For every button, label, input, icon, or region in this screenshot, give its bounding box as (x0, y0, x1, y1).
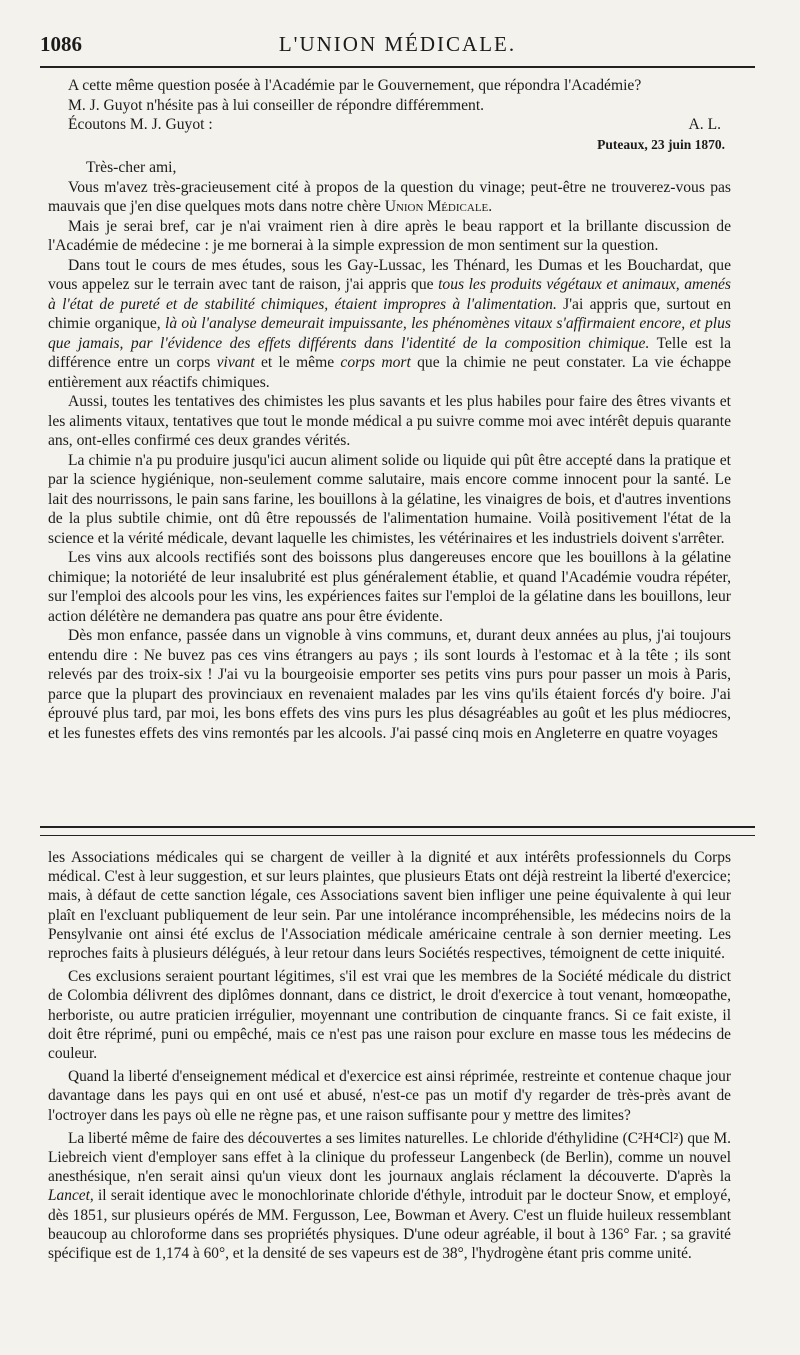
journal-title: L'UNION MÉDICALE. (278, 32, 517, 56)
paragraph-text: , il serait identique avec le monochlorinate chloride d'éthyle, introduit par le docteur Snow, et employé, dès 1851, sur plusieurs opérés de MM. Fergusson, Lee, Bowman et Avery. C'est un fluide huileux ressemblant beaucoup au chloroforme dans ses propriétés physiques. D'une odeur agréable, il bout à 136° Far. ; sa gravité spécifique est de 1,174 à 60°, et la densité de ses vapeurs est de 38°, l'hydrogène étant pris comme unité. (48, 1187, 731, 1263)
feuilleton-paragraph: les Associations médicales qui se chargent de veiller à la dignité et aux intérêts professionnels du Corps médical. C'est à leur suggestion, et sur leurs plaintes, que plusieurs Etats ont déjà restreint la liberté d'exercice; mais, à défaut de cette sanction légale, ces Associations savent bien infliger une peine équivalente à qui leur plaît en l'excluant publiquement de leur sein. Par une intolérance incompréhensible, les médecins noirs de la Pensylvanie ont ainsi été exclus de l'Association médicale américaine centrale à son dernier meeting. Les reproches faits à plusieurs délégués, à leur retour dans leurs Sociétés respectives, témoignent de cette iniquité. (48, 849, 731, 963)
letter-paragraph (48, 256, 731, 393)
letter-paragraph (48, 178, 731, 217)
header-rule (40, 66, 755, 68)
page-header (40, 28, 755, 68)
paragraph-text: et le même (254, 354, 341, 371)
paragraph-text: La liberté même de faire des découvertes a ses limites naturelles. Le chloride d'éthylidine (C²H⁴Cl²) que M. Liebreich vient d'employer sans effet à la clinique du professeur Langenbeck (de Berlin), comme un nouvel anesthésique, n'en serait ainsi qu'un vieux dont les journaux anglais réclament la découverte. D'après la (48, 1129, 731, 1186)
feuilleton-column (48, 848, 731, 1267)
feuilleton-paragraph: Ces exclusions seraient pourtant légitimes, s'il est vrai que les membres de la Société médicale du district de Colombia délivrent des diplômes donnant, dans ce district, le droit d'exercice à tout venant, homœopathe, herboriste, ou autre praticien irrégulier, moyennant une contribution de cinquante francs. Si ce fait existe, il doit être réprimé, puni ou empêché, mais ce n'est pas une raison pour exclure en masse tous les médecins de couleur. (48, 968, 731, 1063)
paragraph-text: que la chimie ne peut constater. La vie échappe entièrement aux réactifs chimiques. (48, 354, 732, 391)
paragraph-text: J'ai appris que, surtout en chimie organique, (48, 295, 731, 332)
letter-paragraph: Dès mon enfance, passée dans un vignoble à vins communs, et, durant deux années au plus, j'ai toujours entendu dire : Ne buvez pas ces vins étrangers au pays ; ils sont lourds à l'estomac et à la tête ; ils sont relevés par des troix-six ! J'ai vu la bourgeoisie emporter ses petits vins purs pour passer un mois à Paris, parce que la plupart des provinciaux en revenaient malades par les vins qu'ils étaient forcés d'y boire. J'ai éprouvé plus tard, par moi, les bons effets des vins purs les plus désagréables au goût et les plus médiocres, et les funestes effets des vins remontés par les alcools. J'ai passé cinq mois en Angleterre en quatre voyages (48, 627, 731, 742)
paragraph-text: Vous m'avez très-gracieusement cité à propos de la question du vinage; peut-être ne trouverez-vous pas mauvais que j'en dise quelques mots dans notre chère (48, 178, 731, 215)
intro-paragraph: M. J. Guyot n'hésite pas à lui conseiller de répondre différemment. (68, 96, 485, 114)
signature-row (48, 115, 731, 135)
letter-paragraph: La chimie n'a pu produire jusqu'ici aucun aliment solide ou liquide qui pût être accepté dans la pratique et par la science hygiénique, non-seulement comme salutaire, mais encore comme innocent pour la santé. Le lait des nourrissons, le pain sans farine, les bouillons à la gélatine, les vinaigres de bois, et d'autres inventions de la plus subtile chimie, ont dû être repoussés de l'alimentation humaine. Voilà positivement l'état de la science et la vérité médicale, devant laquelle les chimistes, les vétérinaires et les industriels doivent s'arrêter. (48, 451, 731, 547)
paragraph-text: Telle est la différence entre un corps (48, 334, 731, 371)
paragraph-text: Dans tout le cours de mes études, sous les Gay-Lussac, les Thénard, les Dumas et les Bouchardat, que vous appelez sur le terrain avec tant de raison, j'ai appris que (48, 256, 731, 293)
feuilleton-paragraph (48, 1129, 731, 1263)
italic-text: Lancet (48, 1187, 90, 1205)
letter-paragraph: Aussi, toutes les tentatives des chimistes les plus savants et les plus habiles pour faire des êtres vivants et les aliments vitaux, tentatives que tout le monde médical a pu suivre comme moi avec intérêt depuis quarante ans, ont-elles confirmé ces deux grandes vérités. (48, 393, 731, 449)
listen-line: Écoutons M. J. Guyot : (68, 116, 213, 133)
letter-paragraph: Les vins aux alcools rectifiés sont des boissons plus dangereuses encore que les bouillons à la gélatine chimique; la notoriété de leur insalubrité est plus généralement établie, et quand l'Académie voudra répéter, sur l'emploi des alcools pour les vins, les expériences faites sur l'emploi de la gélatine dans les bouillons, leur action délétère ne demandera pas quatre ans pour être évidente. (48, 549, 731, 625)
page-number: 1086 (40, 32, 82, 56)
intro-paragraph: A cette même question posée à l'Académie par le Gouvernement, que répondra l'Académie? (68, 77, 642, 94)
italic-text: corps mort (340, 354, 411, 371)
italic-text: là où l'analyse demeurait impuissante, les phénomènes vitaux s'affirmaient encore, et plus que jamais, par l'évidence des effets différents dans l'identité de la composition chimique. (48, 315, 731, 352)
letter-column (48, 76, 731, 743)
salutation: Très-cher ami, (86, 159, 177, 176)
letter-paragraph: Mais je serai bref, car je n'ai vraiment rien à dire après le beau rapport et la brillante discussion de l'Académie de médecine : je me bornerai à la simple expression de mon sentiment sur la question. (48, 217, 731, 254)
feuilleton-paragraph: Quand la liberté d'enseignement médical et d'exercice est ainsi réprimée, restreinte et contenue chaque jour davantage dans les pays qui en ont usé et abusé, n'est-ce pas un motif d'y regarder de très-près avant de l'octroyer dans les pays où elle ne règne pas, et une raison suffisante pour y mettre des limites? (48, 1068, 731, 1124)
journal-name: Union Médicale. (384, 198, 493, 215)
italic-text: tous les produits végétaux et animaux, amenés à l'état de pureté et de stabilité chimiques, étaient impropres à l'alimentation. (48, 276, 731, 313)
italic-text: vivant (216, 354, 255, 371)
feuilleton-divider (40, 826, 755, 836)
place-date: Puteaux, 23 juin 1870. (597, 136, 725, 152)
author-initials: A. L. (688, 116, 721, 133)
